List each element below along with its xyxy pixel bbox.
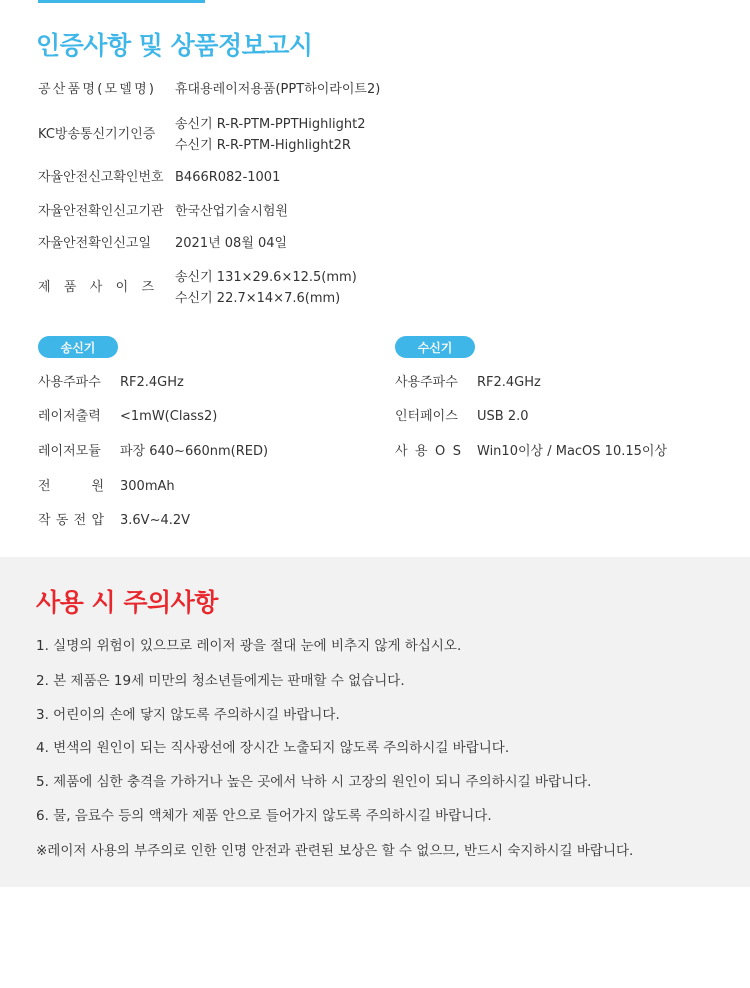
spec-value: RF2.4GHz — [120, 375, 184, 390]
caution-item: 5. 제품에 심한 충격을 가하거나 높은 곳에서 낙하 시 고장의 원인이 되니 주의하시길 바랍니다. — [36, 774, 592, 790]
info-label — [38, 79, 170, 100]
caution-item: 2. 본 제품은 19세 미만의 청소년들에게는 판매할 수 없습니다. — [36, 673, 405, 689]
caution-title: 사용 시 주의사항 — [36, 588, 218, 617]
spec-value: <1mW(Class2) — [120, 409, 218, 424]
label-char: 즈 — [141, 280, 154, 295]
spec-value: RF2.4GHz — [477, 375, 541, 390]
info-value: 송신기 131×29.6×12.5(mm) — [175, 270, 357, 285]
receiver-tag: 수신기 — [395, 336, 475, 358]
spec-value: 3.6V~4.2V — [120, 513, 191, 528]
caution-section — [0, 557, 750, 887]
label-char: 델 — [119, 82, 132, 97]
caution-item: 1. 실명의 위험이 있으므로 레이저 광을 절대 눈에 비추지 않게 하십시오. — [36, 638, 462, 654]
label-char: ( — [97, 82, 103, 97]
spec-label — [395, 443, 461, 461]
spread-label — [38, 512, 104, 530]
label-char: ) — [148, 82, 154, 97]
spread-label — [38, 79, 154, 100]
label-char: 작 — [38, 513, 51, 528]
spec-label: 레이저모듈 — [38, 444, 101, 459]
label-char: 전 — [38, 479, 51, 494]
info-label: KC방송통신기기인증 — [38, 127, 156, 142]
info-label: 자율안전확인신고기관 — [38, 204, 164, 219]
label-char: 전 — [73, 513, 87, 528]
info-value: B466R082-1001 — [175, 170, 281, 185]
top-accent-bar — [38, 0, 205, 3]
spec-label — [38, 478, 104, 496]
label-char: 공 — [38, 82, 51, 97]
spec-value: USB 2.0 — [477, 409, 529, 424]
caution-note: ※레이저 사용의 부주의로 인한 인명 안전과 관련된 보상은 할 수 없으므, 반드시 숙지하시길 바랍니다. — [36, 843, 634, 859]
label-char: 모 — [104, 82, 118, 97]
label-char: 명 — [134, 82, 147, 97]
label-char: 사 — [395, 444, 408, 459]
label-char: S — [452, 444, 461, 459]
label-char: 동 — [55, 513, 69, 528]
caution-item: 3. 어린이의 손에 닿지 않도록 주의하시길 바랍니다. — [36, 707, 340, 723]
spec-label: 사용주파수 — [395, 375, 458, 390]
info-label: 자율안전확인신고일 — [38, 236, 152, 251]
spec-label: 레이저출력 — [38, 409, 101, 424]
info-value: 한국산업기술시험원 — [175, 204, 289, 219]
label-char: 품 — [67, 82, 81, 97]
label-char: 용 — [415, 444, 428, 459]
label-char: 원 — [91, 479, 104, 494]
spec-value: 파장 640~660nm(RED) — [120, 444, 269, 459]
label-char: 품 — [63, 280, 77, 295]
label-char: 산 — [52, 82, 66, 97]
label-char: O — [435, 444, 446, 459]
info-value: 휴대용레이저용품(PPT하이라이트2) — [175, 82, 381, 97]
spec-label: 인터페이스 — [395, 409, 458, 424]
certification-title: 인증사항 및 상품정보고시 — [36, 31, 313, 60]
caution-item: 4. 변색의 원인이 되는 직사광선에 장시간 노출되지 않도록 주의하시길 바랍니다. — [36, 740, 510, 756]
info-label: 자율안전신고확인번호 — [38, 170, 164, 185]
info-value: 수신기 22.7×14×7.6(mm) — [175, 291, 341, 306]
spread-label — [395, 443, 461, 461]
transmitter-tag: 송신기 — [38, 336, 118, 358]
spread-label — [38, 277, 154, 298]
spec-value: 300mAh — [120, 479, 175, 494]
label-char: 압 — [91, 513, 104, 528]
spec-label: 사용주파수 — [38, 375, 101, 390]
info-value: 2021년 08월 04일 — [175, 236, 288, 251]
label-char: 이 — [115, 280, 129, 295]
info-value: 송신기 R-R-PTM-PPTHighlight2 — [175, 117, 366, 132]
spread-label — [38, 478, 104, 496]
label-char: 제 — [38, 280, 51, 295]
spec-value: Win10이상 / MacOS 10.15이상 — [477, 444, 668, 459]
label-char: 명 — [82, 82, 95, 97]
label-char: 사 — [89, 280, 103, 295]
spec-label — [38, 512, 104, 530]
caution-item: 6. 물, 음료수 등의 액체가 제품 안으로 들어가지 않도록 주의하시길 바랍니다. — [36, 808, 492, 824]
info-value: 수신기 R-R-PTM-Highlight2R — [175, 138, 351, 153]
info-label — [38, 277, 170, 298]
